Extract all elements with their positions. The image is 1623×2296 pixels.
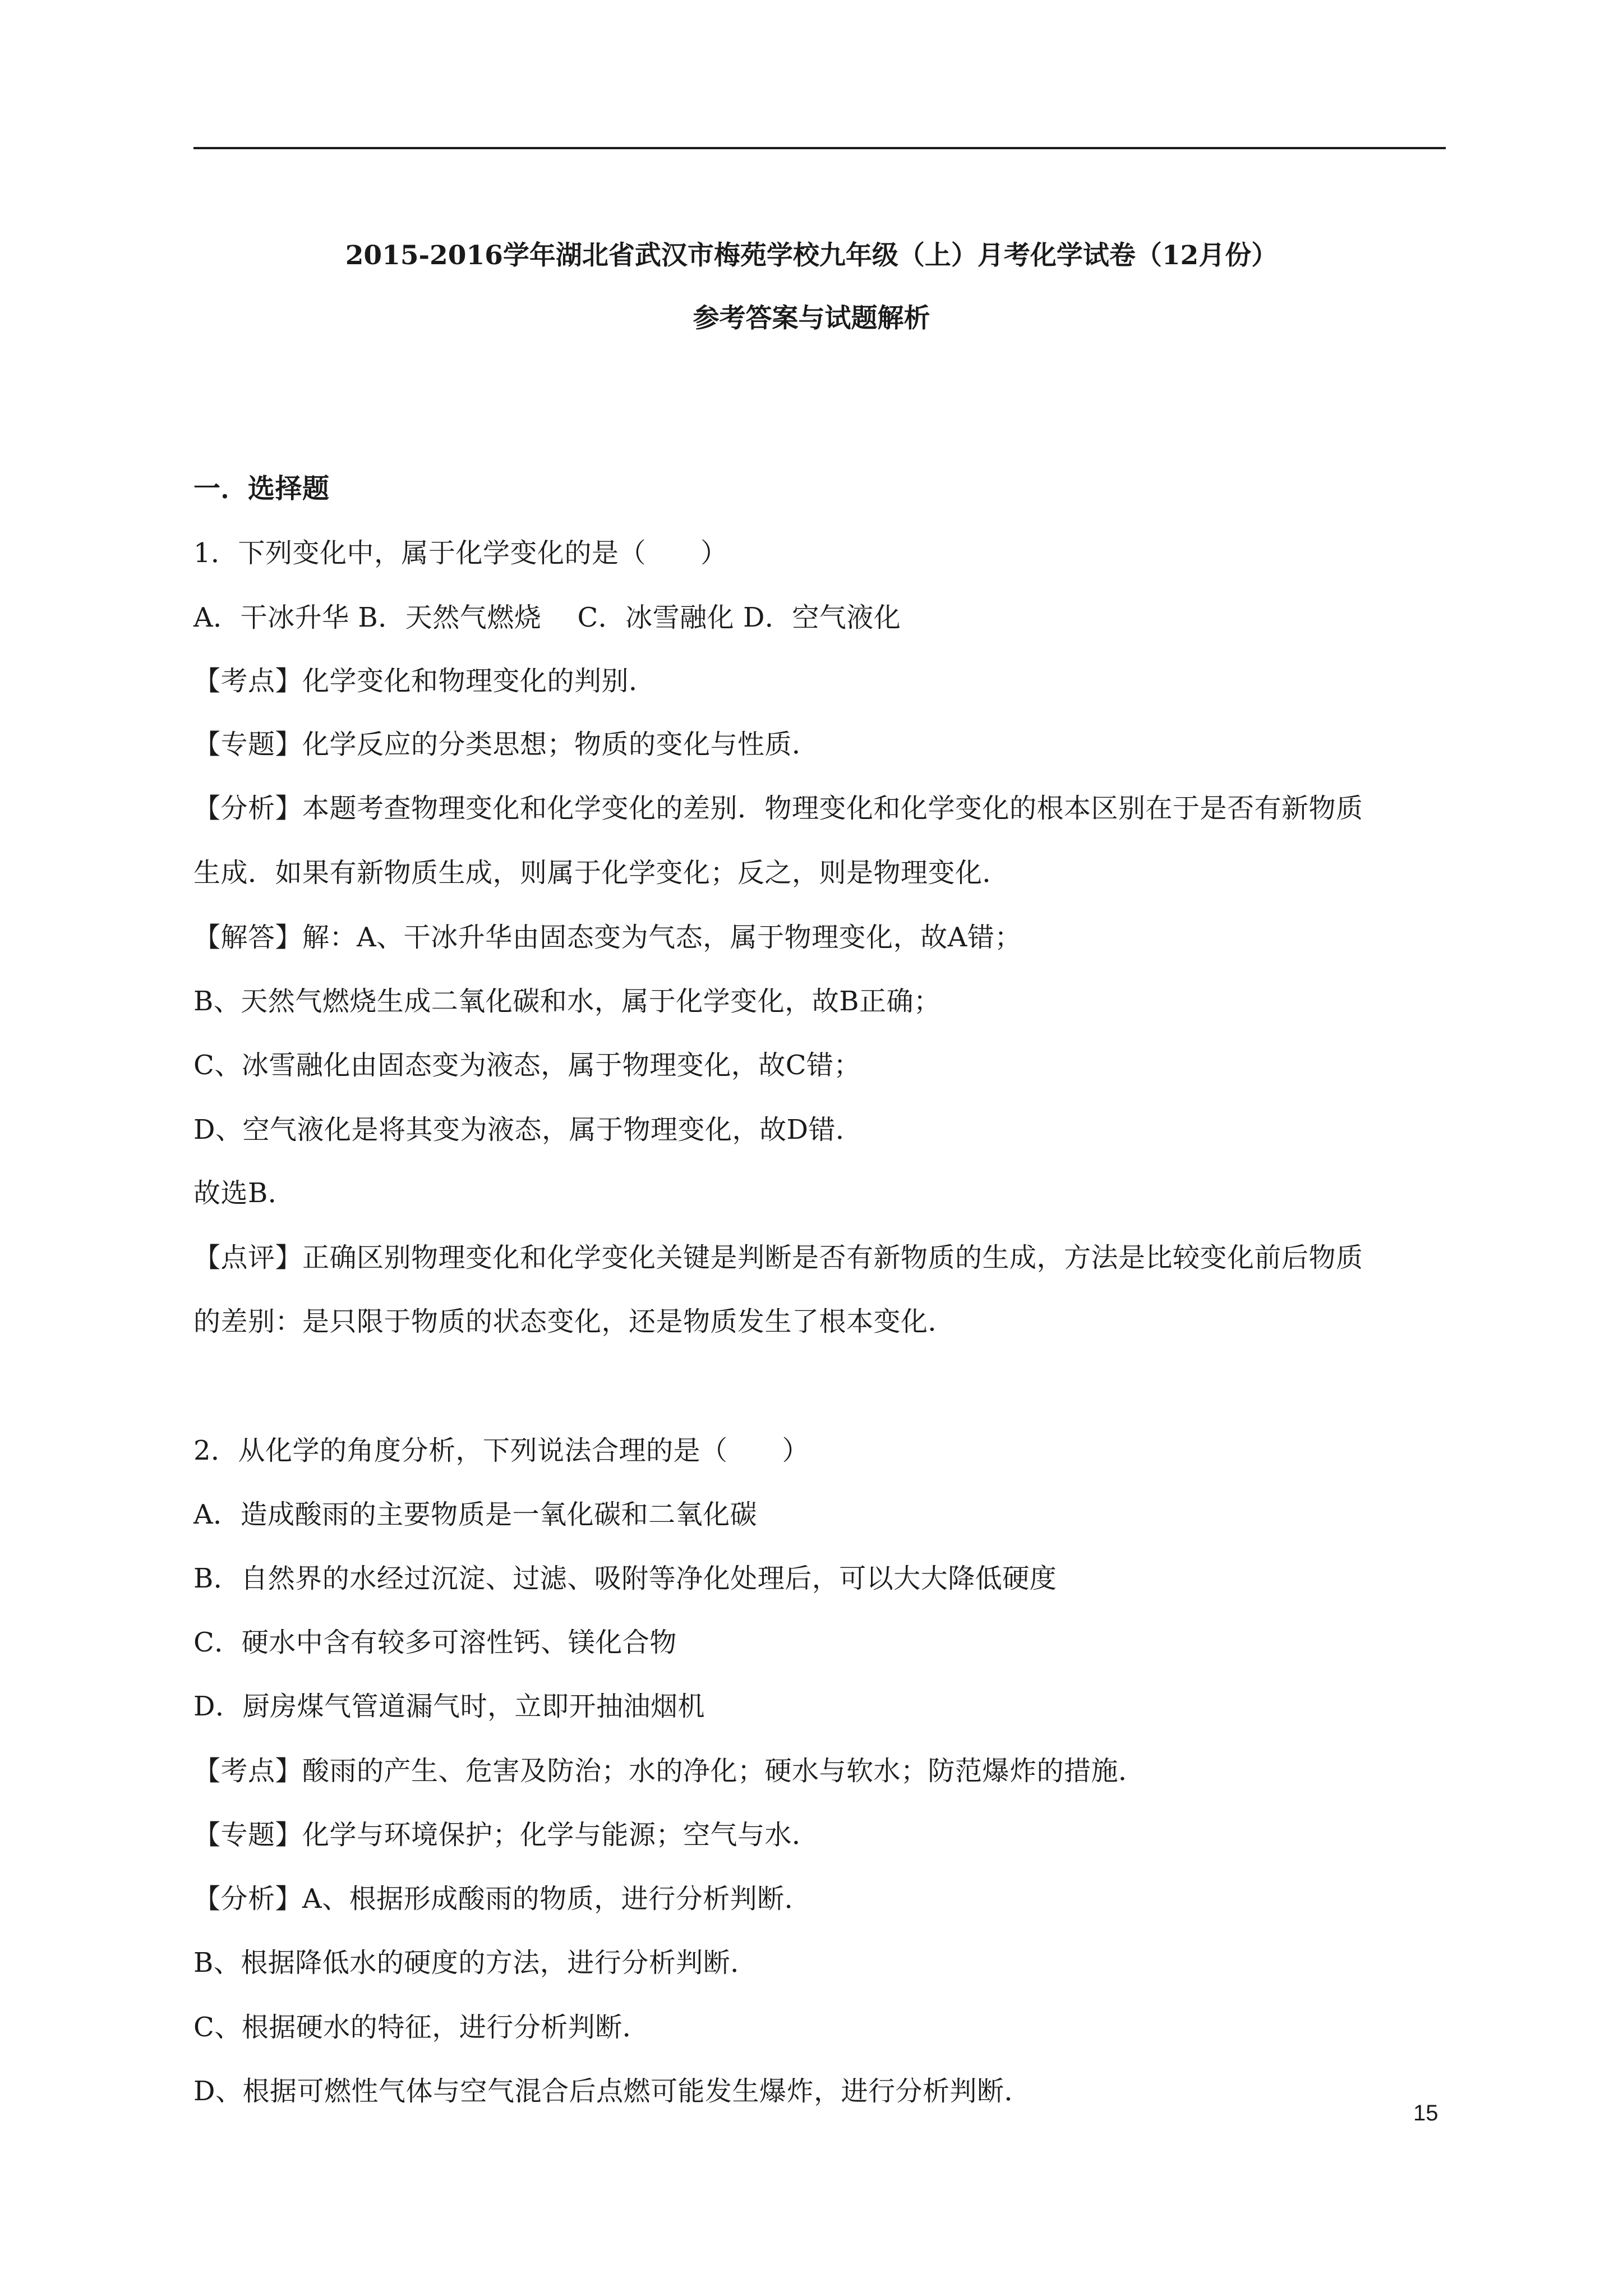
question-1-jieda-line-3: C、冰雪融化由固态变为液态，属于物理变化，故C错； xyxy=(193,1050,861,1081)
question-2-option-b: B．自然界的水经过沉淀、过滤、吸附等净化处理后，可以大大降低硬度 xyxy=(193,1563,1057,1594)
question-1-jieda-line-4: D、空气液化是将其变为液态，属于物理变化，故D错． xyxy=(193,1114,863,1145)
document-title: 2015-2016学年湖北省武汉市梅苑学校九年级（上）月考化学试卷（12月份） xyxy=(345,240,1278,271)
question-1-jieda-line-1: 【解答】解：A、干冰升华由固态变为气态，属于物理变化，故A错； xyxy=(193,922,1022,953)
question-1-fenxi-line-2: 生成．如果有新物质生成，则属于化学变化；反之，则是物理变化． xyxy=(193,857,1010,889)
question-2-stem: 2．从化学的角度分析，下列说法合理的是（ ） xyxy=(193,1435,810,1466)
header-rule xyxy=(193,147,1446,149)
question-2-zhuanti: 【专题】化学与环境保护；化学与能源；空气与水． xyxy=(193,1819,819,1851)
question-2-kaodian: 【考点】酸雨的产生、危害及防治；水的净化；硬水与软水；防范爆炸的措施． xyxy=(193,1755,1146,1787)
question-1-kaodian: 【考点】化学变化和物理变化的判别． xyxy=(193,665,656,697)
question-1-answer: 故选B． xyxy=(193,1177,296,1209)
document-subtitle: 参考答案与试题解析 xyxy=(693,303,930,334)
question-1-zhuanti: 【专题】化学反应的分类思想；物质的变化与性质． xyxy=(193,729,819,760)
question-2-option-a: A．造成酸雨的主要物质是一氧化碳和二氧化碳 xyxy=(193,1499,758,1530)
question-2-fenxi-line-4: D、根据可燃性气体与空气混合后点燃可能发生爆炸，进行分析判断． xyxy=(193,2076,1031,2107)
section-heading: 一．选择题 xyxy=(193,473,330,504)
question-1-jieda-line-2: B、天然气燃烧生成二氧化碳和水，属于化学变化，故B正确； xyxy=(193,986,941,1017)
question-1-dianping-line-1: 【点评】正确区别物理变化和化学变化关键是判断是否有新物质的生成，方法是比较变化前后物质 xyxy=(193,1242,1363,1273)
question-1-stem: 1．下列变化中，属于化学变化的是（ ） xyxy=(193,537,728,569)
question-2-fenxi-line-3: C、根据硬水的特征，进行分析判断． xyxy=(193,2012,650,2043)
question-2-fenxi-line-1: 【分析】A、根据形成酸雨的物质，进行分析判断． xyxy=(193,1883,812,1915)
question-1-options: A．干冰升华 B．天然气燃烧 C．冰雪融化 D．空气液化 xyxy=(193,602,901,633)
question-2-option-c: C．硬水中含有较多可溶性钙、镁化合物 xyxy=(193,1627,677,1658)
question-2-option-d: D．厨房煤气管道漏气时，立即开抽油烟机 xyxy=(193,1691,705,1722)
question-1-fenxi-line-1: 【分析】本题考查物理变化和化学变化的差别．物理变化和化学变化的根本区别在于是否有新物质 xyxy=(193,793,1363,824)
question-2-fenxi-line-2: B、根据降低水的硬度的方法，进行分析判断． xyxy=(193,1947,758,1978)
page-number: 15 xyxy=(1413,2101,1438,2125)
question-1-dianping-line-2: 的差别：是只限于物质的状态变化，还是物质发生了根本变化． xyxy=(193,1306,956,1337)
